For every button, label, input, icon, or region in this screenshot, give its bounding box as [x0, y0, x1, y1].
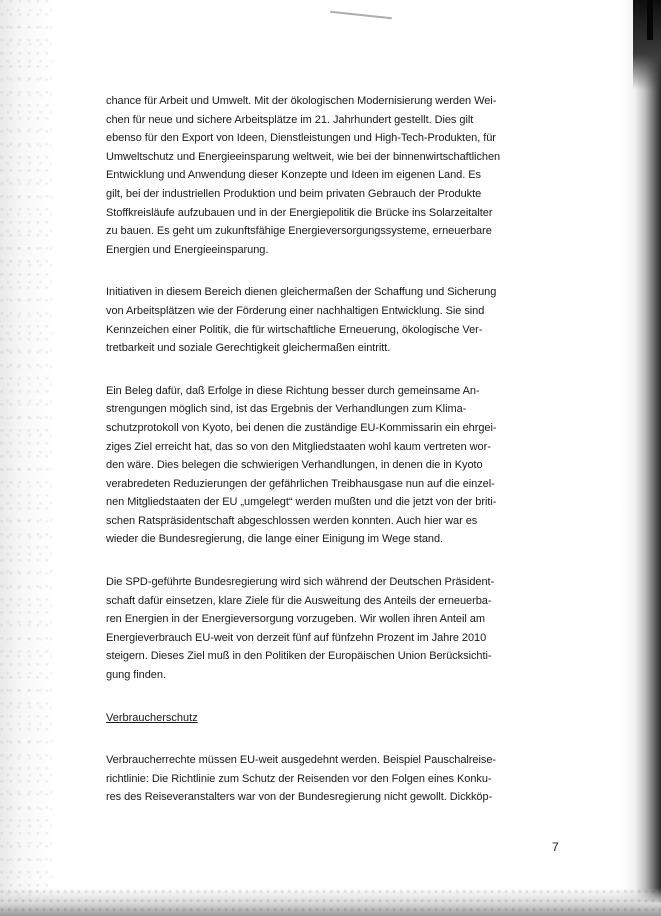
text-line: Umweltschutz und Energieeinsparung weltweit, wie bei der binnenwirtschaftlichen — [106, 150, 501, 163]
text-line: Kennzeichen einer Politik, die für wirtschaftliche Erneuerung, ökologische Ver- — [106, 323, 483, 336]
text-line: richtlinie: Die Richtlinie zum Schutz der Reisenden vor den Folgen eines Konku- — [106, 772, 492, 785]
text-line: schaft dafür einsetzen, klare Ziele für die Ausweitung des Anteils der erneuerba- — [106, 594, 492, 607]
text-line: Initiativen in diesem Bereich dienen gleichermaßen der Schaffung und Sicherung — [106, 286, 497, 299]
paragraph-kyoto — [106, 382, 518, 549]
text-line: Energien und Energieeinsparung. — [106, 243, 269, 256]
text-line: Verbraucherrechte müssen EU-weit ausgedehnt werden. Beispiel Pauschalreise- — [106, 754, 497, 767]
text-line: ebenso für den Export von Ideen, Dienstleistungen und High-Tech-Produkten, für — [106, 132, 496, 145]
document-page — [106, 92, 518, 831]
text-line: chance für Arbeit und Umwelt. Mit der ökologischen Modernisierung werden Wei- — [106, 95, 497, 107]
text-line: tretbarkeit und soziale Gerechtigkeit gleichermaßen eintritt. — [106, 342, 391, 355]
text-line: ziges Ziel erreicht hat, das so von den Mitgliedstaaten wohl kaum vertreten wor- — [106, 440, 491, 453]
text-line: Ein Beleg dafür, daß Erfolge in diese Richtung besser durch gemeinsame An- — [106, 384, 480, 397]
text-line: Entwicklung und Anwendung dieser Konzepte und Ideen im eigenen Land. Es — [106, 169, 482, 182]
text-line: zu bauen. Es geht um zukunftsfähige Energieversorgungssysteme, erneuerbare — [106, 225, 492, 238]
text-line: Die SPD-geführte Bundesregierung wird sich während der Deutschen Präsident- — [106, 576, 495, 589]
paragraph-modernization — [106, 92, 518, 259]
text-line: von Arbeitsplätzen wie der Förderung einer nachhaltigen Entwicklung. Sie sind — [106, 304, 485, 317]
text-line: steigern. Dieses Ziel muß in den Politiken der Europäischen Union Berücksichti- — [106, 650, 492, 663]
page-number: 7 — [552, 840, 559, 854]
text-line: gilt, bei der industriellen Produktion und beim privaten Gebrauch der Produkte — [106, 187, 482, 200]
text-line: ren Energien in der Energieversorgung vorzugeben. Wir wollen ihren Anteil am — [106, 613, 485, 626]
text-line: gung finden. — [106, 669, 166, 682]
text-line: strengungen möglich sind, ist das Ergebnis der Verhandlungen zum Klima- — [106, 403, 467, 416]
paragraph-initiatives — [106, 283, 518, 357]
text-line: verabredeten Reduzierungen der gefährlichen Treibhausgase nun auf die einzel- — [106, 477, 495, 490]
text-line: wieder die Bundesregierung, die lange einer Einigung im Wege stand. — [106, 533, 444, 546]
scan-mark-top — [330, 11, 392, 19]
text-line: Energieverbrauch EU-weit von derzeit fünf auf fünfzehn Prozent im Jahre 2010 — [106, 631, 487, 644]
scan-edge-bottom — [0, 888, 661, 916]
scan-edge-right — [621, 0, 661, 916]
text-line: schutzprotokoll von Kyoto, bei denen die zuständige EU-Kommissarin ein ehrgei- — [106, 421, 497, 434]
text-line: chen für neue und sichere Arbeitsplätze im 21. Jahrhundert gestellt. Dies gilt — [106, 113, 474, 126]
scan-mark-right — [647, 0, 653, 40]
section-heading: Verbraucherschutz — [106, 711, 198, 724]
text-line: schen Ratspräsidentschaft abgeschlossen werden konnten. Auch hier war es — [106, 514, 478, 527]
paragraph-renewables — [106, 573, 518, 685]
paragraph-consumer-rights — [106, 751, 518, 807]
scan-edge-left — [0, 0, 52, 916]
text-line: res des Reiseveranstalters war von der Bundesregierung nicht gewollt. Dickköp- — [106, 791, 493, 804]
text-line: nen Mitgliedstaaten der EU „umgelegt“ werden mußten und die jetzt von der briti- — [106, 496, 497, 509]
text-line: Stoffkreisläufe aufzubauen und in der Energiepolitik die Brücke ins Solarzeitalter — [106, 206, 493, 219]
text-line: den wäre. Dies belegen die schwierigen Verhandlungen, in denen die in Kyoto — [106, 459, 483, 472]
